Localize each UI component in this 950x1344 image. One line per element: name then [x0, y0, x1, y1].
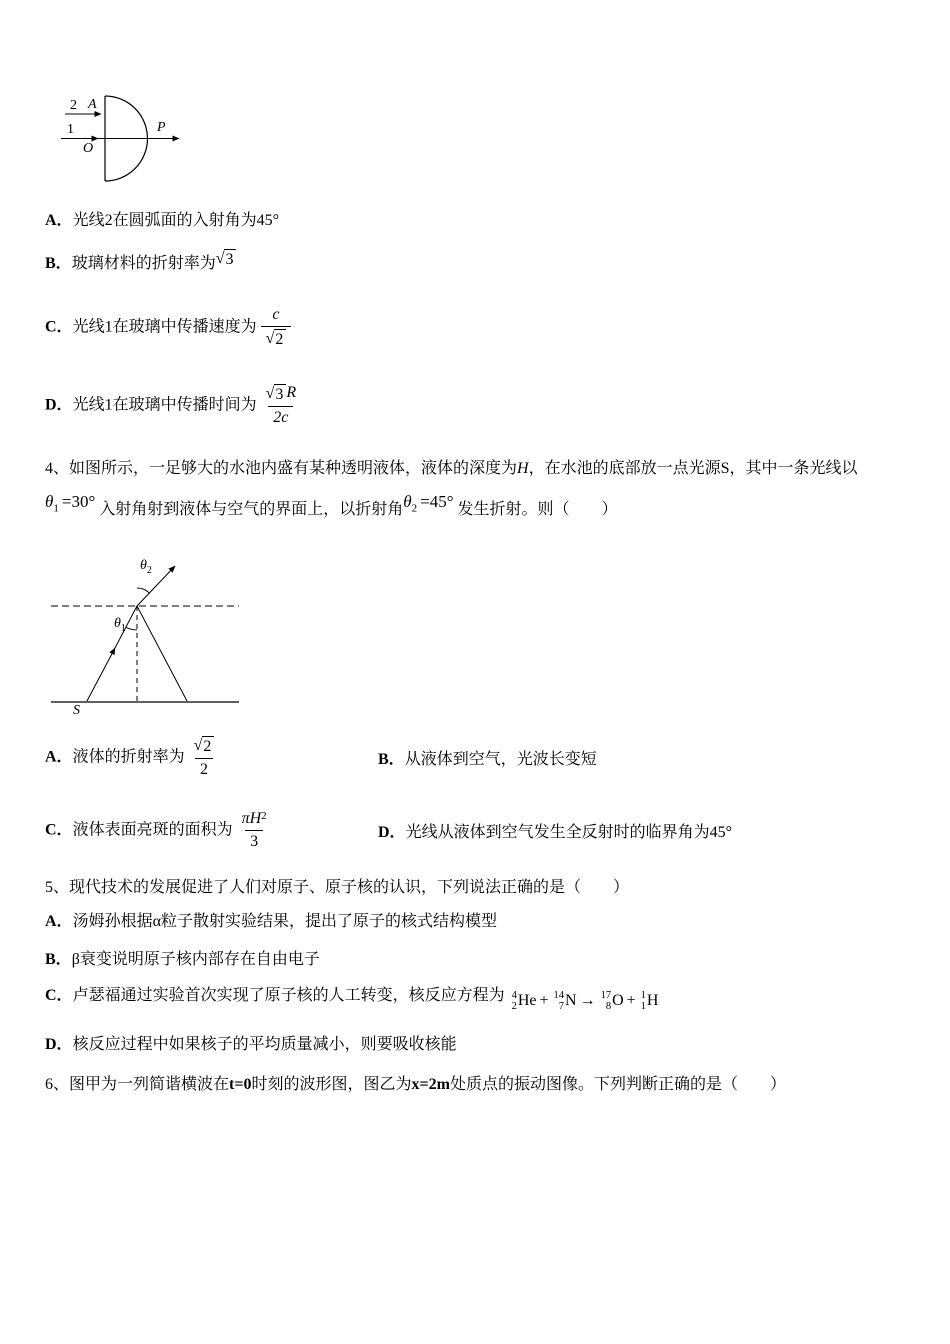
theta-symbol: θ — [140, 558, 147, 574]
option-letter: D． — [45, 1036, 73, 1054]
element-symbol: N — [565, 992, 577, 1010]
ray-1-label: 1 — [67, 122, 74, 137]
q4-option-c — [45, 810, 378, 852]
q5-stem — [45, 876, 908, 900]
q4-option-d — [378, 819, 908, 842]
theta1-label — [114, 617, 126, 634]
option-text: 汤姆孙根据α粒子散射实验结果，提出了原子的核式结构模型 — [72, 912, 497, 930]
refraction-diagram-figure — [47, 556, 247, 726]
numerator-exponent: 2 — [261, 809, 267, 822]
element-symbol: O — [612, 992, 624, 1010]
stem-text: 入射角射到液体与空气的界面上，以折射角 — [99, 501, 404, 519]
sqrt-expression — [266, 329, 287, 349]
denominator: 3 — [245, 830, 263, 851]
option-letter: B． — [45, 255, 72, 272]
stem-text: 图甲为一列简谐横波在 — [69, 1076, 230, 1094]
point-p-label: P — [157, 120, 166, 135]
option-letter: A． — [45, 748, 73, 766]
option-text: 卢瑟福通过实验首次实现了原子核的人工转变，核反应方程为 — [72, 986, 505, 1004]
option-text: 光线从液体到空气发生全反射时的临界角为45° — [405, 824, 732, 842]
radicand: 3 — [224, 249, 236, 269]
radical-sign: √ — [265, 384, 275, 402]
theta-subscript: 2 — [411, 502, 418, 515]
element-symbol: H — [646, 992, 659, 1010]
element-symbol: He — [517, 992, 537, 1010]
ray-2-label: 2 — [70, 98, 77, 113]
mass-number: 4 — [511, 989, 517, 1001]
stem-text: ，在水池的底部放一点光源S，其中一条光线以 — [528, 460, 858, 478]
atomic-number: 1 — [640, 1001, 646, 1013]
atomic-number: 8 — [605, 1001, 612, 1013]
mass-number: 14 — [553, 989, 565, 1001]
option-letter: D． — [378, 824, 406, 842]
q5-option-c — [45, 984, 908, 1014]
nuclide-he — [510, 989, 537, 1013]
theta-subscript: 1 — [120, 622, 126, 634]
option-text: 液体表面亮斑的面积为 — [72, 821, 233, 839]
q4-options-row-1 — [45, 736, 908, 780]
q4-option-b — [378, 746, 908, 769]
option-text: 液体的折射率为 — [72, 748, 185, 766]
denominator: 2c — [273, 408, 289, 426]
question-number: 4、 — [45, 460, 70, 478]
radicand: 2 — [274, 329, 286, 349]
q4-stem-line2 — [45, 489, 908, 522]
numerator: πH — [241, 809, 262, 827]
radical-sign: √ — [215, 250, 225, 267]
plus-sign: + — [626, 992, 636, 1010]
q3-option-d — [45, 384, 908, 428]
plus-sign: + — [539, 992, 549, 1010]
theta-symbol: θ — [45, 492, 54, 512]
stem-text: 时刻的波形图，图乙为 — [251, 1076, 412, 1094]
theta2-expression — [403, 492, 454, 515]
numerator: c — [272, 306, 280, 323]
sqrt-expression — [266, 384, 287, 404]
option-text: 玻璃材料的折射率为 — [71, 255, 216, 272]
denominator: 2 — [195, 758, 213, 779]
time-value: t=0 — [229, 1076, 252, 1094]
radical-sign: √ — [193, 737, 203, 755]
radicand: 2 — [202, 736, 214, 756]
fraction-expression — [261, 384, 302, 428]
theta-subscript: 2 — [146, 564, 152, 576]
variable-h: H — [517, 460, 529, 478]
q6-stem — [45, 1073, 908, 1097]
fraction-expression — [261, 306, 292, 350]
q5-option-b — [45, 948, 908, 972]
option-letter: B． — [378, 751, 405, 769]
option-letter: C． — [45, 318, 73, 336]
nuclide-o — [599, 989, 624, 1013]
nuclide-n — [552, 989, 577, 1013]
q5-option-a — [45, 910, 908, 934]
option-text: 核反应过程中如果核子的平均质量减小，则要吸收核能 — [72, 1036, 457, 1054]
theta-value: =45° — [420, 492, 454, 512]
theta2-label — [140, 559, 152, 576]
theta1-arc — [126, 627, 137, 630]
stem-text: 如图所示，一足够大的水池内盛有某种透明液体，液体的深度为 — [69, 460, 518, 478]
numerator-rest: R — [286, 383, 297, 401]
reflected-ray — [137, 606, 187, 701]
atomic-number: 7 — [558, 1001, 565, 1013]
stem-text: 现代技术的发展促进了人们对原子、原子核的认识，下列说法正确的是（ ） — [69, 878, 630, 896]
theta-value: =30° — [61, 492, 96, 512]
option-letter: D． — [45, 396, 73, 414]
q4-stem-line1 — [45, 457, 908, 481]
mass-number: 1 — [640, 989, 646, 1001]
option-letter: B． — [45, 950, 72, 968]
theta1-expression — [45, 492, 96, 515]
question-number: 5、 — [45, 878, 70, 896]
q5-option-d — [45, 1033, 908, 1057]
option-letter: A． — [45, 912, 73, 930]
point-a-label: A — [88, 97, 97, 112]
option-letter: C． — [45, 821, 73, 839]
stem-text: 发生折射。则（ ） — [457, 501, 618, 519]
option-text: β衰变说明原子核内部存在自由电子 — [71, 950, 320, 968]
sqrt-expression — [216, 249, 237, 269]
theta2-arc — [137, 588, 149, 593]
fraction-expression — [237, 810, 272, 852]
nuclear-equation — [509, 989, 660, 1013]
q3-option-c — [45, 306, 908, 350]
atomic-number: 2 — [511, 1001, 517, 1013]
option-text: 从液体到空气，光波长变短 — [404, 751, 597, 769]
fraction-expression — [189, 736, 220, 780]
option-letter: A． — [45, 212, 73, 229]
q3-option-b — [45, 249, 908, 276]
lens-diagram-figure — [53, 92, 203, 187]
q3-option-a — [45, 209, 908, 233]
option-text: 光线1在玻璃中传播时间为 — [72, 396, 257, 414]
radical-sign: √ — [265, 330, 275, 348]
radicand: 3 — [274, 384, 286, 404]
position-value: x=2m — [411, 1076, 450, 1094]
theta-subscript: 1 — [53, 502, 59, 515]
sqrt-expression — [194, 736, 215, 756]
option-text: 光线2在圆弧面的入射角为45° — [72, 212, 279, 229]
q4-options-row-2 — [45, 810, 908, 852]
q4-option-a — [45, 736, 378, 780]
option-letter: C． — [45, 986, 73, 1004]
reaction-arrow: → — [579, 992, 596, 1010]
option-text: 光线1在玻璃中传播速度为 — [72, 318, 257, 336]
incident-ray-lower — [87, 648, 115, 701]
theta-symbol: θ — [114, 616, 121, 632]
light-source-s-label: S — [73, 703, 80, 719]
question-number: 6、 — [45, 1076, 70, 1094]
theta-symbol: θ — [403, 492, 412, 512]
point-o-label: O — [83, 141, 94, 156]
mass-number: 17 — [600, 989, 612, 1001]
stem-text: 处质点的振动图像。下列判断正确的是（ ） — [449, 1076, 786, 1094]
nuclide-h — [639, 989, 659, 1013]
refraction-diagram-svg — [47, 556, 247, 726]
